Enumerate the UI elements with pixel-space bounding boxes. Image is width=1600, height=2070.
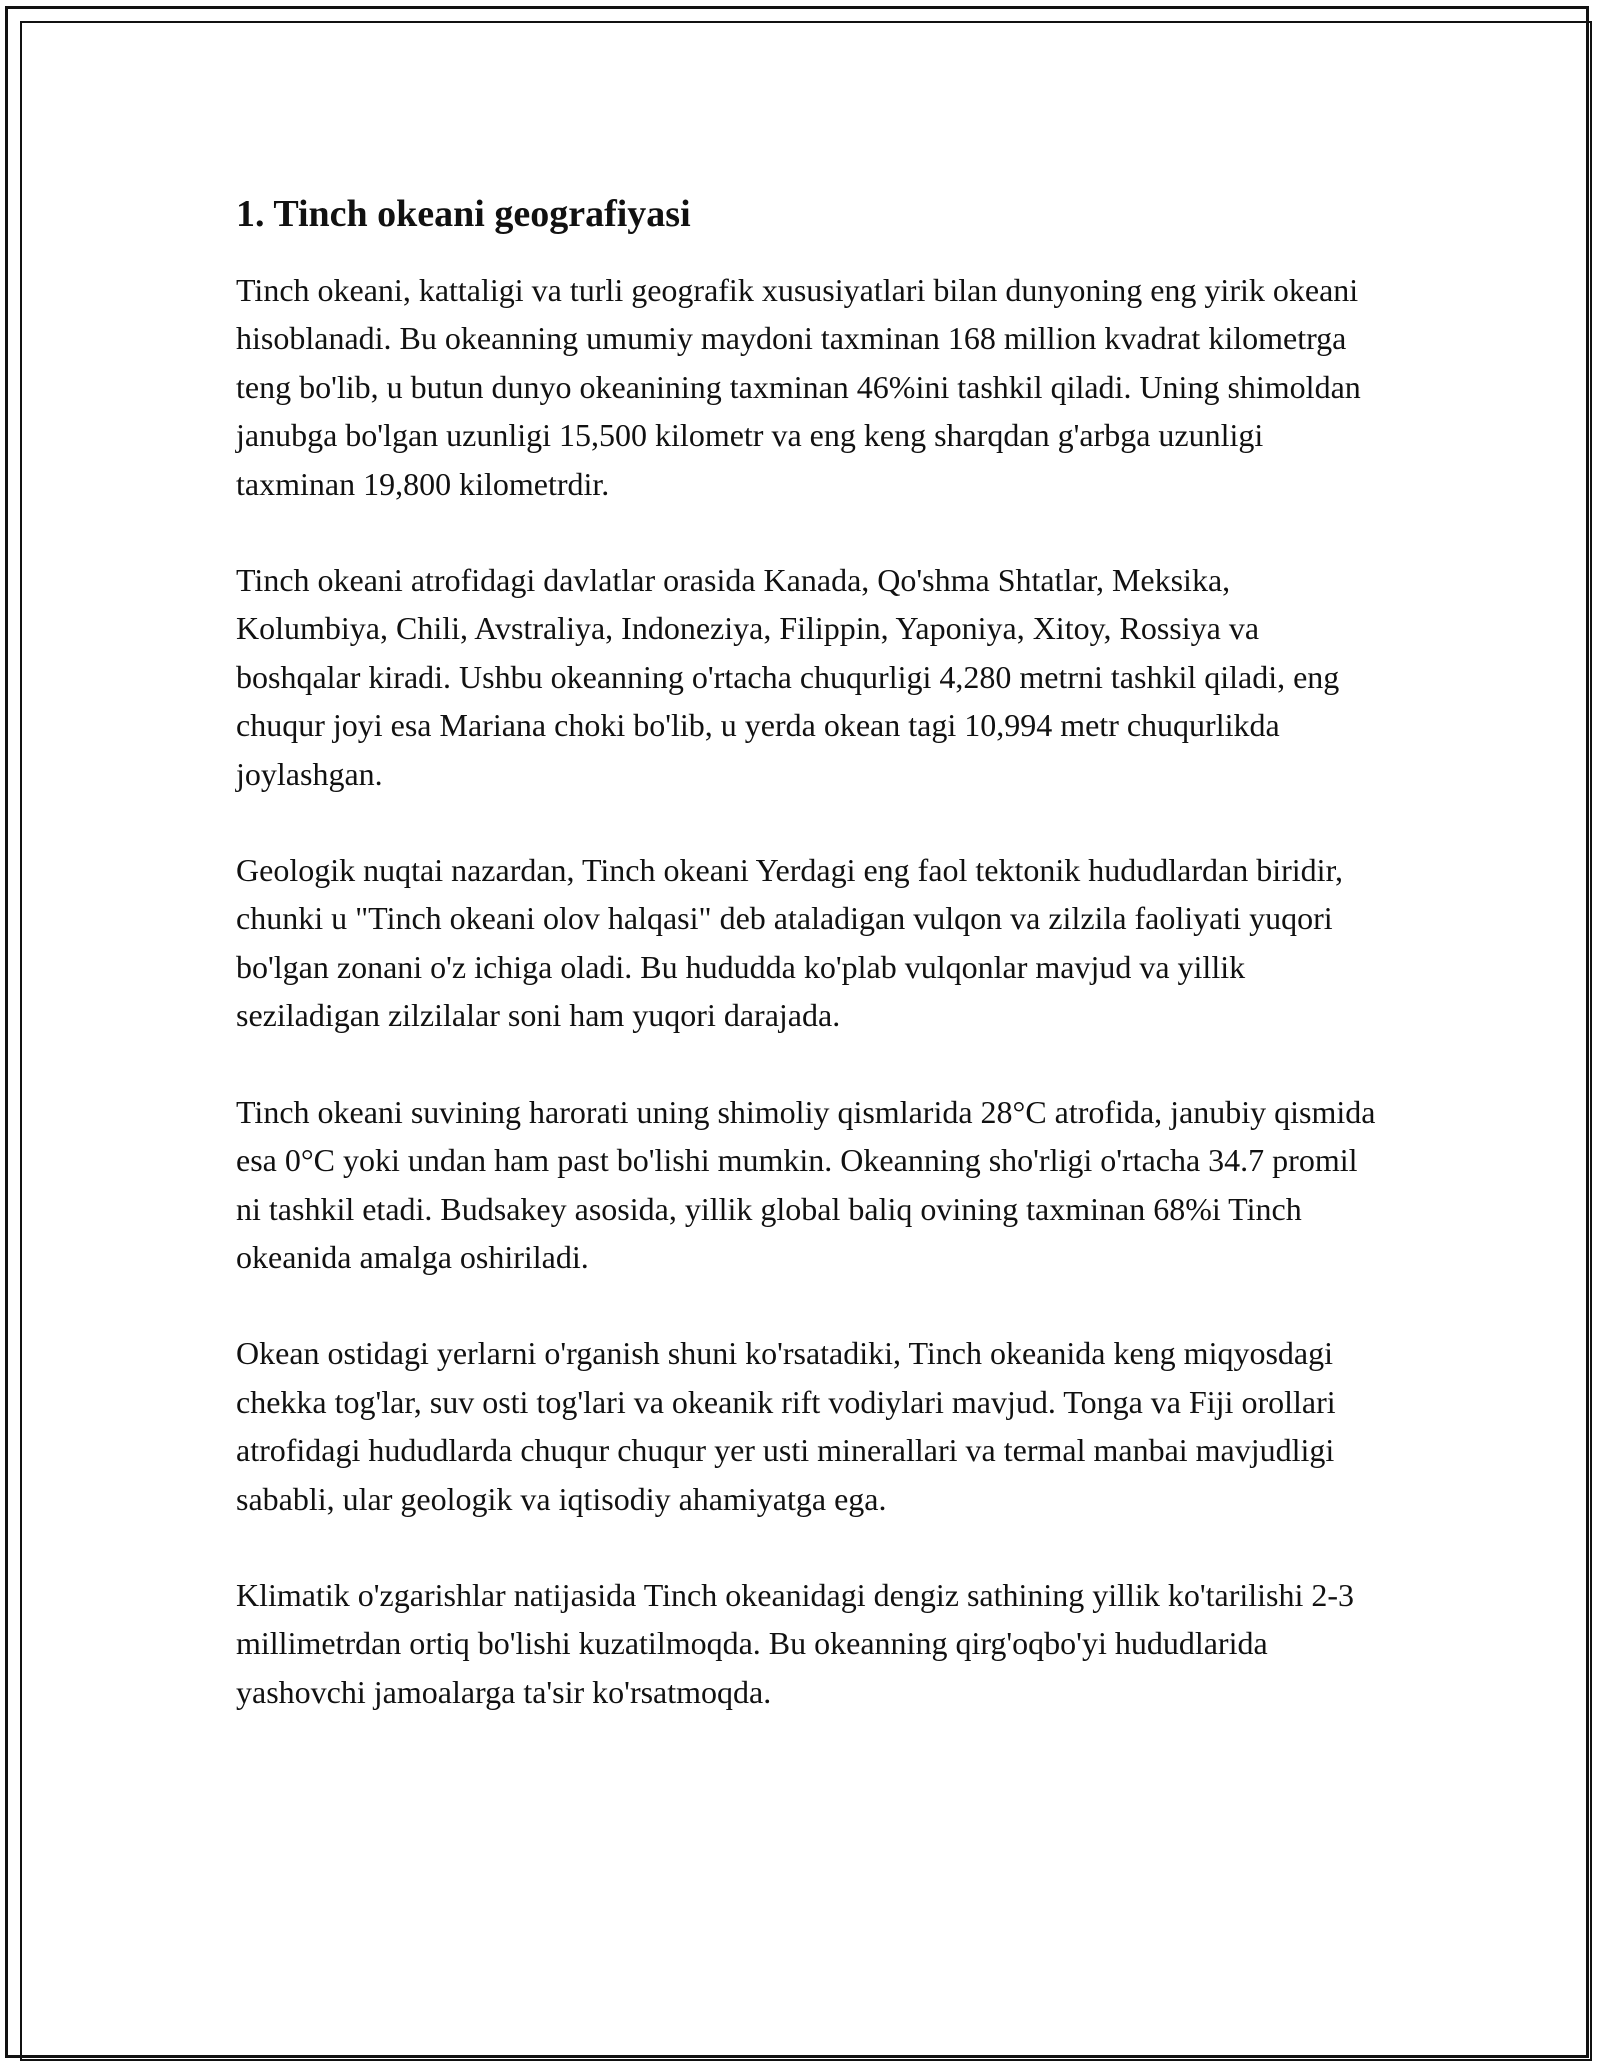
paragraph-overview: Tinch okeani, kattaligi va turli geografik xususiyatlari bilan dunyoning eng yirik okeani hisoblanadi. Bu okeanning umumiy maydoni taxminan 168 million kvadrat kilometrga teng bo'lib, u butun dunyo okeanining taxminan 46%ini tashkil qiladi. Uning shimoldan janubga bo'lgan uzunligi 15,500 kilometr va eng keng sharqdan g'arbga uzunligi taxminan 19,800 kilometrdir. xyxy=(236,272,1361,502)
paragraph-countries-depth: Tinch okeani atrofidagi davlatlar orasida Kanada, Qo'shma Shtatlar, Meksika, Kolumbiya, Chili, Avstraliya, Indoneziya, Filippin, Yaponiya, Xitoy, Rossiya va boshqalar kiradi. Ushbu okeanning o'rtacha chuqurligi 4,280 metrni tashkil qiladi, eng chuqur joyi esa Mariana choki bo'lib, u yerda okean tagi 10,994 metr chuqurlikda joylashgan. xyxy=(236,562,1340,792)
document-body xyxy=(236,186,1376,1764)
paragraph-seafloor: Okean ostidagi yerlarni o'rganish shuni ko'rsatadiki, Tinch okeanida keng miqyosdagi chekka tog'lar, suv osti tog'lari va okeanik rift vodiylari mavjud. Tonga va Fiji orollari atrofidagi hududlarda chuqur chuqur yer usti minerallari va termal manbai mavjudligi sababli, ular geologik va iqtisodiy ahamiyatga ega. xyxy=(236,1335,1336,1517)
paragraph-temperature-salinity: Tinch okeani suvining harorati uning shimoliy qismlarida 28°C atrofida, janubiy qismida esa 0°C yoki undan ham past bo'lishi mumkin. Okeanning sho'rligi o'rtacha 34.7 promil ni tashkil etadi. Budsakey asosida, yillik global baliq ovining taxminan 68%i Tinch okeanida amalga oshiriladi. xyxy=(236,1093,1376,1275)
paragraph-geology: Geologik nuqtai nazardan, Tinch okeani Yerdagi eng faol tektonik hududlardan biridir, chunki u "Tinch okeani olov halqasi" deb ataladigan vulqon va zilzila faoliyati yuqori bo'lgan zonani o'z ichiga oladi. Bu hududda ko'plab vulqonlar mavjud va yillik seziladigan zilzilalar soni ham yuqori darajada. xyxy=(236,852,1343,1034)
paragraph-climate: Klimatik o'zgarishlar natijasida Tinch okeanidagi dengiz sathining yillik ko'tarilishi 2-3 millimetrdan ortiq bo'lishi kuzatilmoqda. Bu okeanning qirg'oqbo'yi hududlarida yashovchi jamoalarga ta'sir ko'rsatmoqda. xyxy=(236,1576,1355,1710)
section-heading: 1. Tinch okeani geografiyasi xyxy=(236,193,691,235)
